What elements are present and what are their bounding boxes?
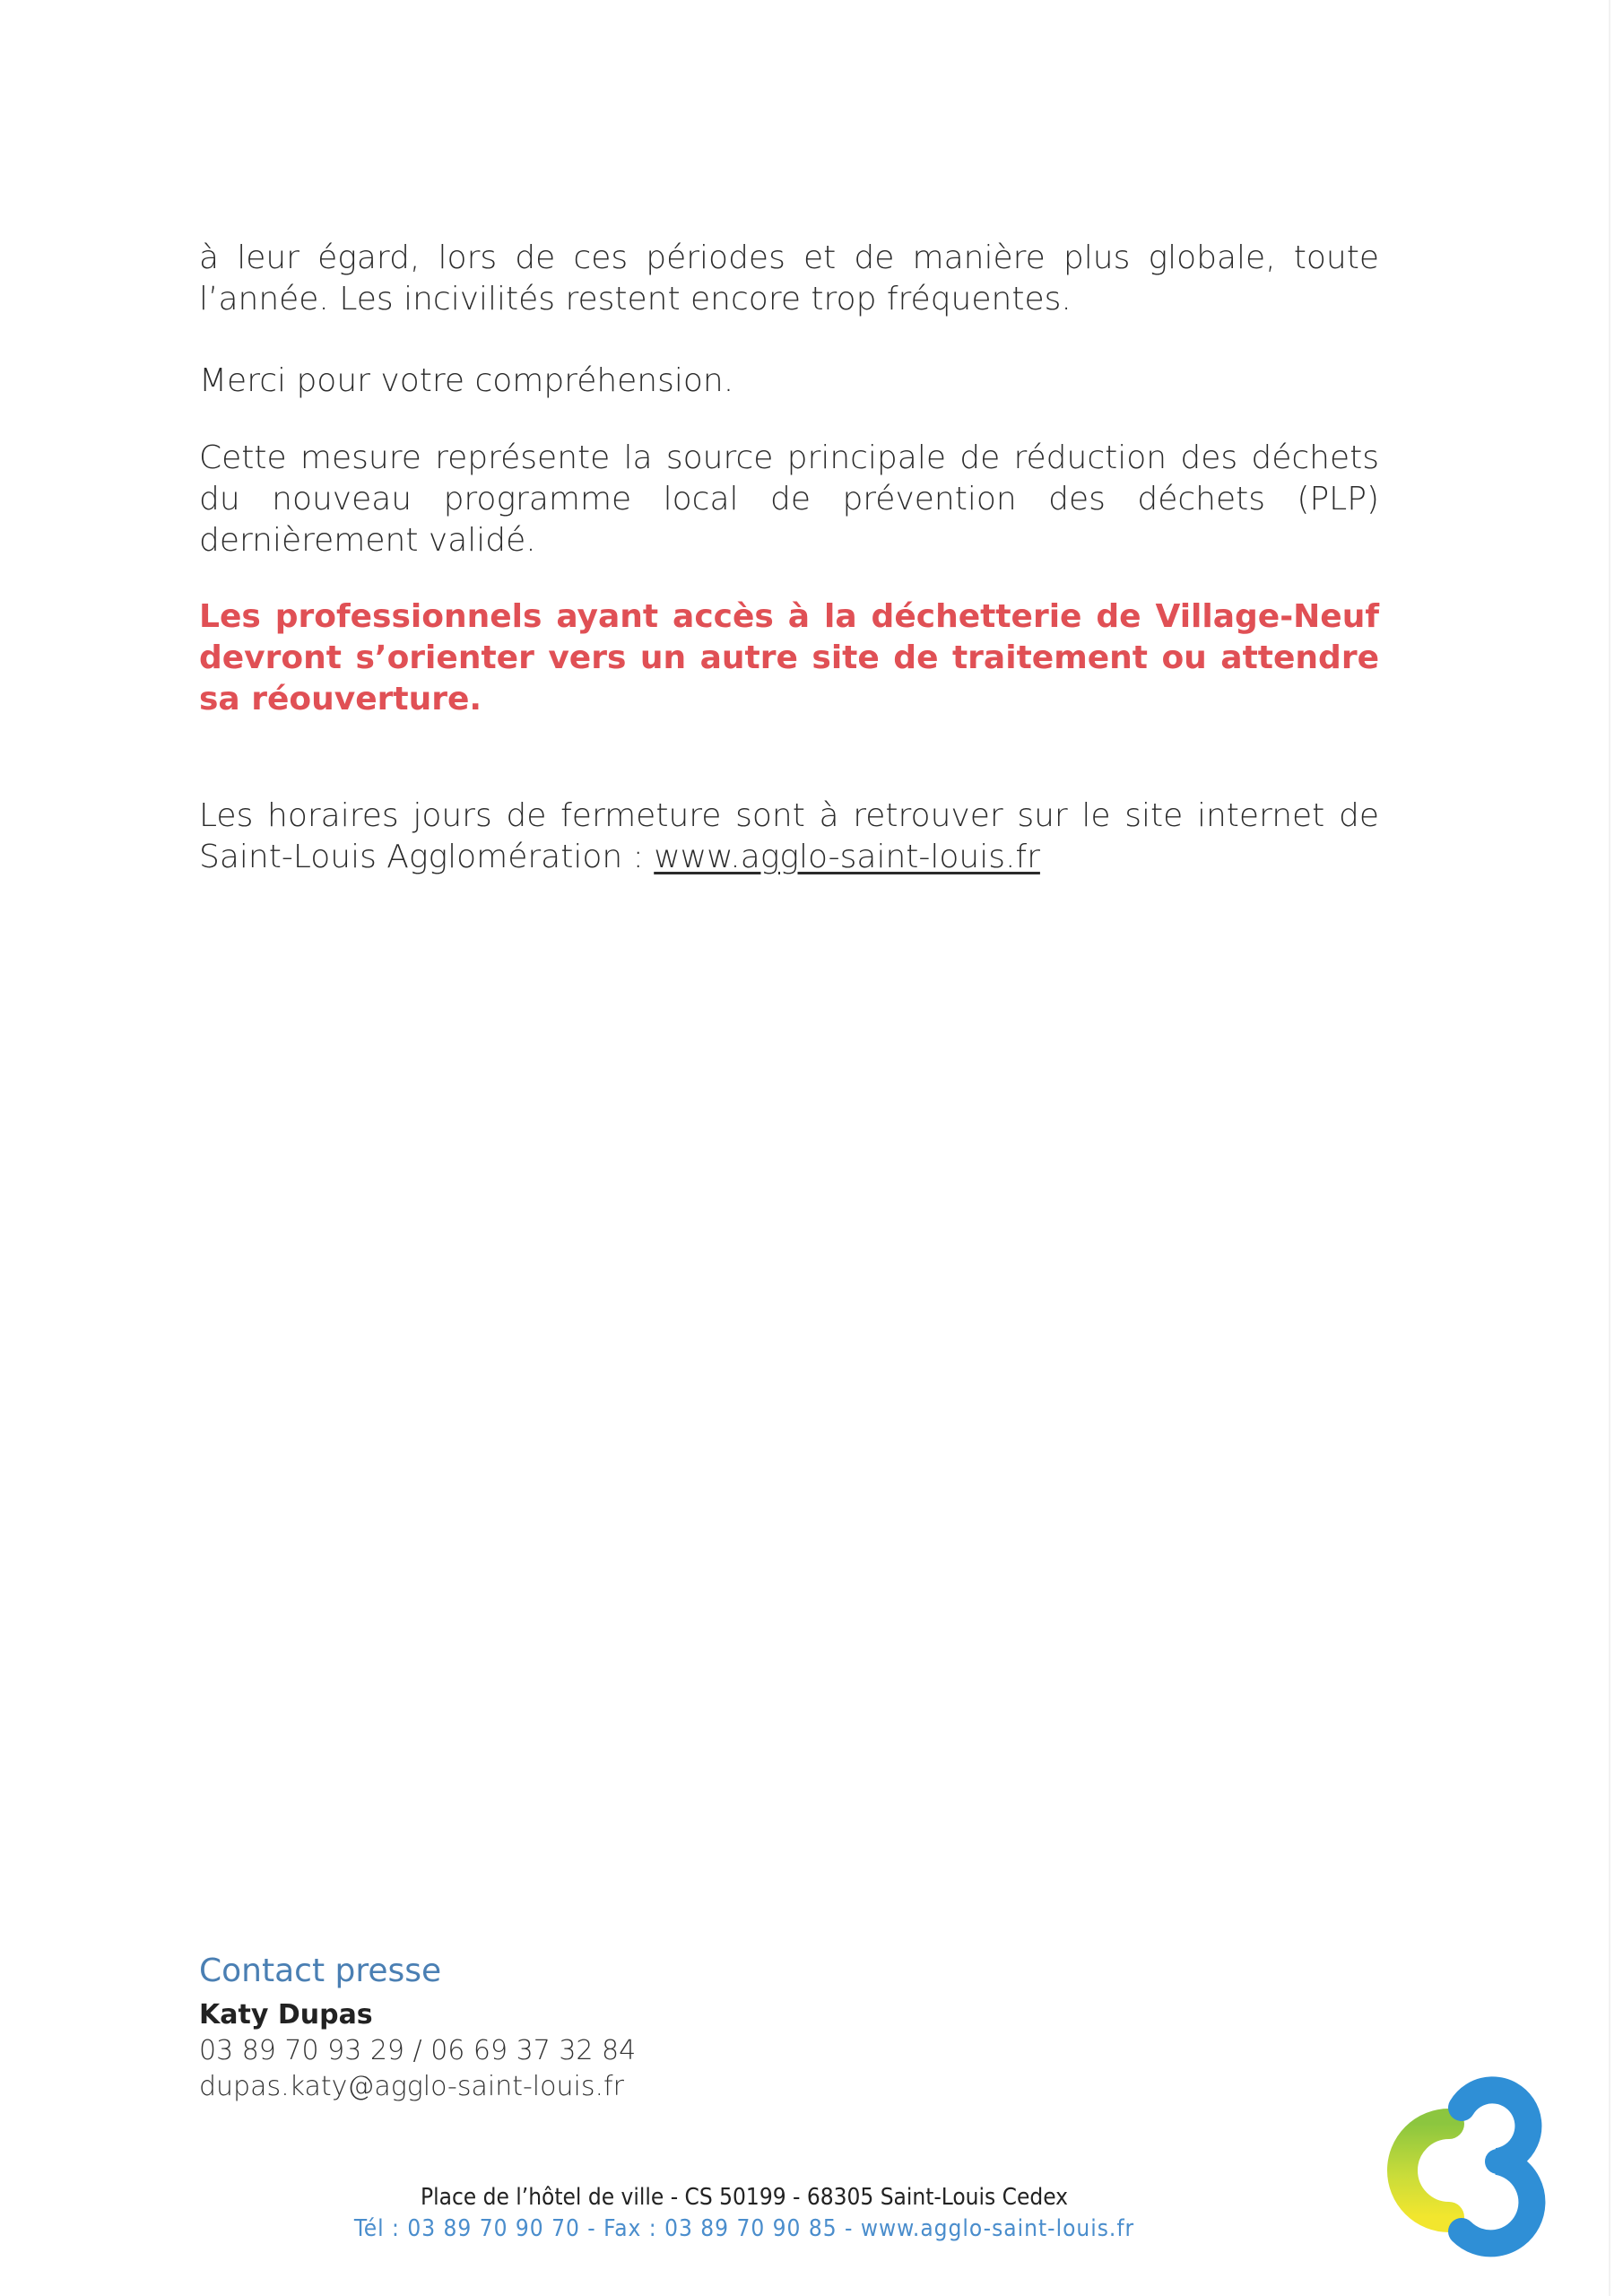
- paragraph-professionnels-notice: Les professionnels ayant accès à la déchetterie de Village-Neuf devront s’orienter vers un autre site de traitement ou attendre sa réouverture.: [199, 598, 1379, 718]
- website-link[interactable]: www.agglo-saint-louis.fr: [654, 839, 1040, 875]
- press-contact-block: [199, 1951, 916, 2105]
- contact-title: Contact presse: [199, 1952, 442, 1989]
- page-edge: [1609, 0, 1610, 2296]
- footer-contact-line: Tél : 03 89 70 90 70 - Fax : 03 89 70 90 85 - www.agglo-saint-louis.fr: [353, 2215, 1135, 2242]
- footer-address: Place de l’hôtel de ville - CS 50199 - 68305 Saint-Louis Cedex: [421, 2184, 1068, 2211]
- saint-louis-agglomeration-logo-icon: [1363, 2072, 1560, 2287]
- horaires-text: Les horaires jours de fermeture sont à retrouver sur le site internet de Saint-Louis Agglomération :: [199, 797, 1379, 875]
- paragraph-merci: Merci pour votre compréhension.: [199, 362, 734, 399]
- contact-email[interactable]: dupas.katy@agglo-saint-louis.fr: [199, 2071, 624, 2102]
- paragraph-horaires: [199, 796, 1379, 878]
- contact-phones: 03 89 70 93 29 / 06 69 37 32 84: [199, 2035, 637, 2066]
- contact-name: Katy Dupas: [199, 1999, 373, 2031]
- paragraph-incivilites: à leur égard, lors de ces périodes et de manière plus globale, toute l’année. Les incivilités restent encore trop fréquentes.: [199, 239, 1379, 317]
- paragraph-mesure-plp: Cette mesure représente la source principale de réduction des déchets du nouveau programme local de prévention des déchets (PLP) dernièrement validé.: [199, 439, 1379, 559]
